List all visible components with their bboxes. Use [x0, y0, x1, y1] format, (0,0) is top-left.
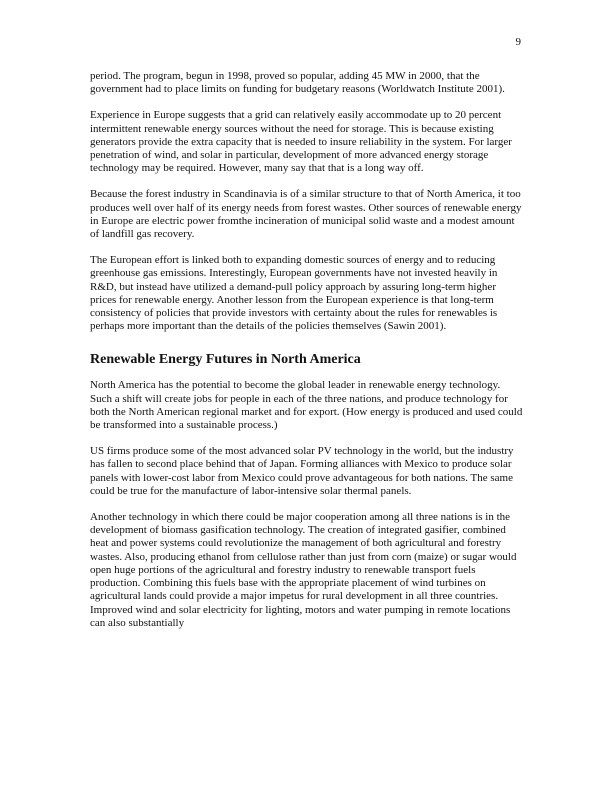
paragraph-us-solar-pv: US firms produce some of the most advanced solar PV technology in the world, but the industry has fallen to second place behind that of Japan. Forming alliances with Mexico to produce solar panels with lower-cost labor from Mexico could prove advantageous for both nations. The same could be true for the manufacture of labor-intensive solar thermal panels.: [90, 445, 514, 497]
paragraph-european-effort: The European effort is linked both to expanding domestic sources of energy and to reducing greenhouse gas emissions. Interestingly, European governments have not invested heavily in R&D, but instead have utilized a demand-pull policy approach by assuring long-term higher prices for renewable energy. Another lesson from the European experience is that long-term consistency of policies that provide investors with certainty about the rules for renewables is perhaps more important than the details of the policies themselves (Sawin 2001).: [90, 254, 498, 333]
paragraph-north-america-potential: North America has the potential to become the global leader in renewable energy technology. Such a shift will create jobs for people in each of the three nations, and produce technology for both the North American regional market and for export. (How energy is produced and used could be transformed into a sustainable process.): [90, 379, 523, 432]
page-number: 9: [515, 36, 521, 48]
paragraph-grid-storage: Experience in Europe suggests that a grid can relatively easily accommodate up to 20 percent intermittent renewable energy sources without the need for storage. This is because existing generators provide the extra capacity that is needed to insure reliability in the system. For larger penetration of wind, and solar in particular, development of more advanced energy storage technology may be required. However, many say that that is a long way off.: [90, 109, 512, 175]
paragraph-scandinavia-forest: Because the forest industry in Scandinavia is of a similar structure to that of North America, it too produces well over half of its energy needs from forest wastes. Other sources of renewable energy in Europe are electric power fromthe incineration of municipal solid waste and a modest amount of landfill gas recovery.: [90, 188, 522, 241]
section-heading: Renewable Energy Futures in North America: [90, 352, 361, 368]
document-body: [90, 70, 524, 643]
paragraph-biomass-gasification: Another technology in which there could be major cooperation among all three nations is in the development of biomass gasification technology. The creation of integrated gasifier, combined heat and power systems could revolutionize the management of both agricultural and forestry wastes. Also, producing ethanol from cellulose rather than just from corn (maize) or sugar would open huge portions of the agricultural and forestry industry to renewable transport fuels production. Combining this fuels base with the appropriate placement of wind turbines on agricultural lands could provide a major impetus for rural development in all three countries. Improved wind and solar electricity for lighting, motors and water pumping in remote locations can also substantially: [90, 511, 517, 629]
paragraph-program-funding: period. The program, begun in 1998, proved so popular, adding 45 MW in 2000, that the government had to place limits on funding for budgetary reasons (Worldwatch Institute 2001).: [90, 70, 505, 96]
